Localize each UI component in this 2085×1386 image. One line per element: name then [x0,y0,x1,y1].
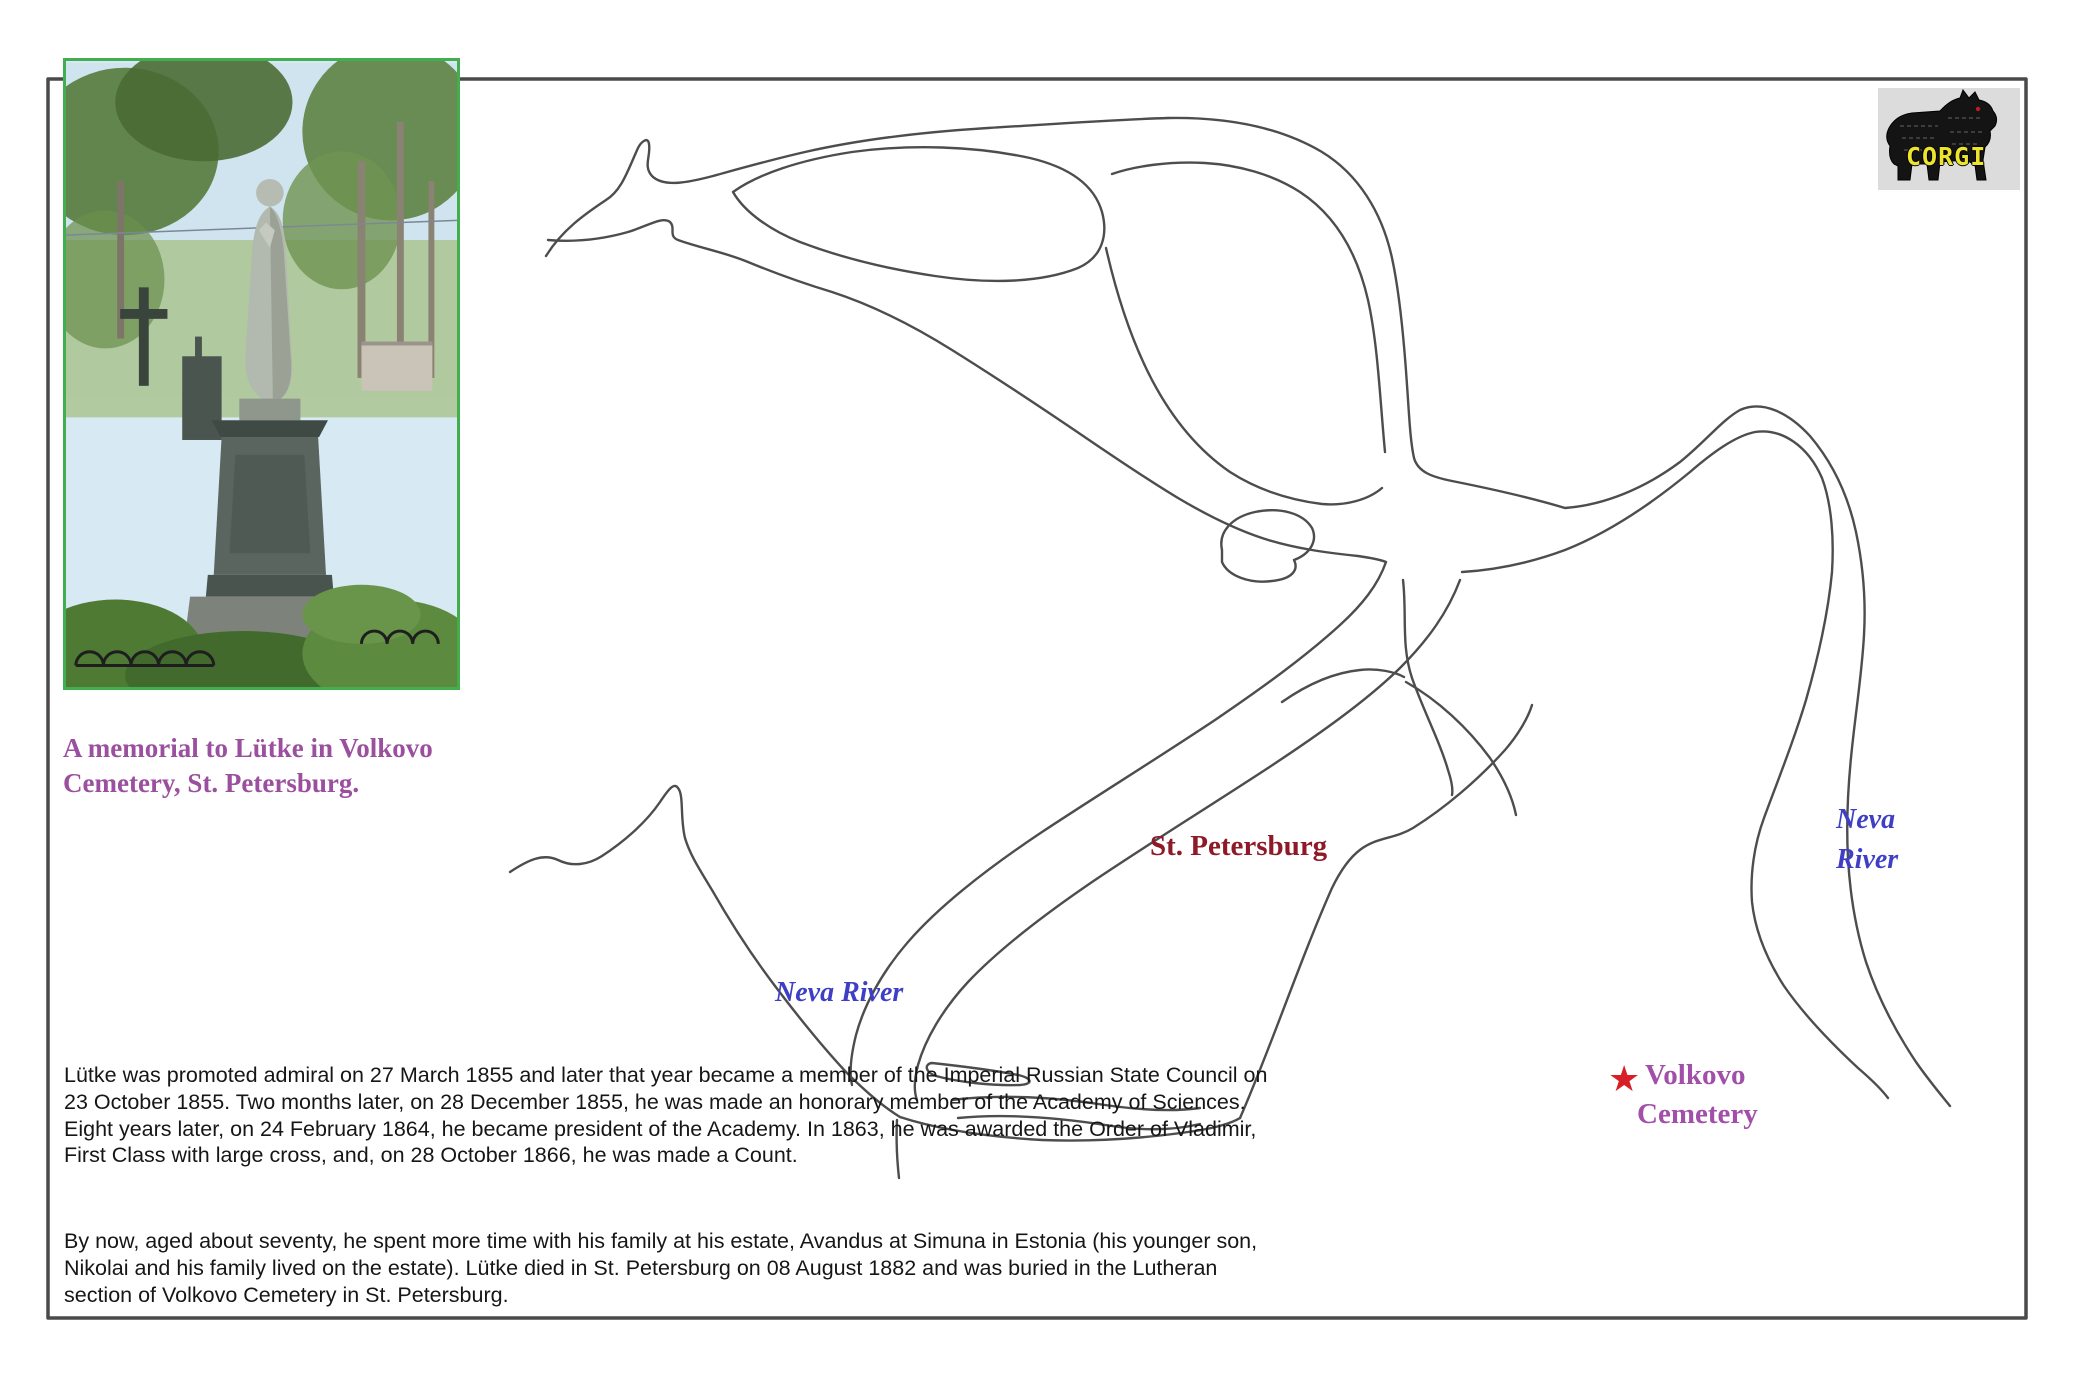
map-loop-inner [1112,163,1385,452]
label-volkovo-cemetery [1637,1056,1758,1134]
map-channel-ne-bank [1106,248,1382,504]
label-st-petersburg: St. Petersburg [1150,830,1328,862]
label-volkovo-line2: Cemetery [1637,1098,1758,1130]
photo-caption-line2: Cemetery, St. Petersburg. [63,768,360,798]
map-se-diagonal [1240,705,1532,1118]
label-neva-river-left: Neva River [775,977,904,1008]
photo-caption-line1: A memorial to Lütke in Volkovo [63,733,433,763]
memorial-photo-scene [66,61,457,687]
article-paragraph-1: Lütke was promoted admiral on 27 March 1855 and later that year became a member of the Imperial Russian State Council on 23 October 1855. Two months later, on 28 December 1855, he was made an honorary member of the Academy of Sciences. Eight years later, on 24 February 1864, he became president of the Academy. In 1863, he was awarded the Order of Vladimir, First Class with large cross, and, on 28 October 1866, he was made a Count. [64,1063,1268,1168]
label-neva-river-right [1836,800,1898,880]
photo-caption [63,731,483,801]
corgi-logo[interactable] [1878,88,2020,190]
map-island-oval [1221,510,1314,581]
label-neva-right-line2: River [1836,844,1899,875]
corgi-logo-text: CORGI [1906,142,1987,171]
map-island-lens [733,147,1104,281]
map-loop-outer [1168,118,1950,1106]
map-stream-b [1282,669,1404,702]
corgi-icon [1878,88,2020,190]
map-north-coast [546,118,1168,256]
label-neva-right-line1: Neva [1836,804,1896,835]
map-channel-sw-bank [548,220,1386,1085]
volkovo-star-icon: ★ [1608,1059,1641,1100]
memorial-photo [63,58,460,690]
article-paragraph-2: By now, aged about seventy, he spent more time with his family at his estate, Avandus at Simuna in Estonia (his younger son, Nikolai and his family lived on the estate). Lütke died in St. Petersburg on 08 August 1882 and was buried in the Lutheran section of Volkovo Cemetery in St. Petersburg. [64,1229,1258,1307]
map-right-river-west [1462,431,1888,1098]
label-volkovo-line1: Volkovo [1645,1059,1746,1091]
